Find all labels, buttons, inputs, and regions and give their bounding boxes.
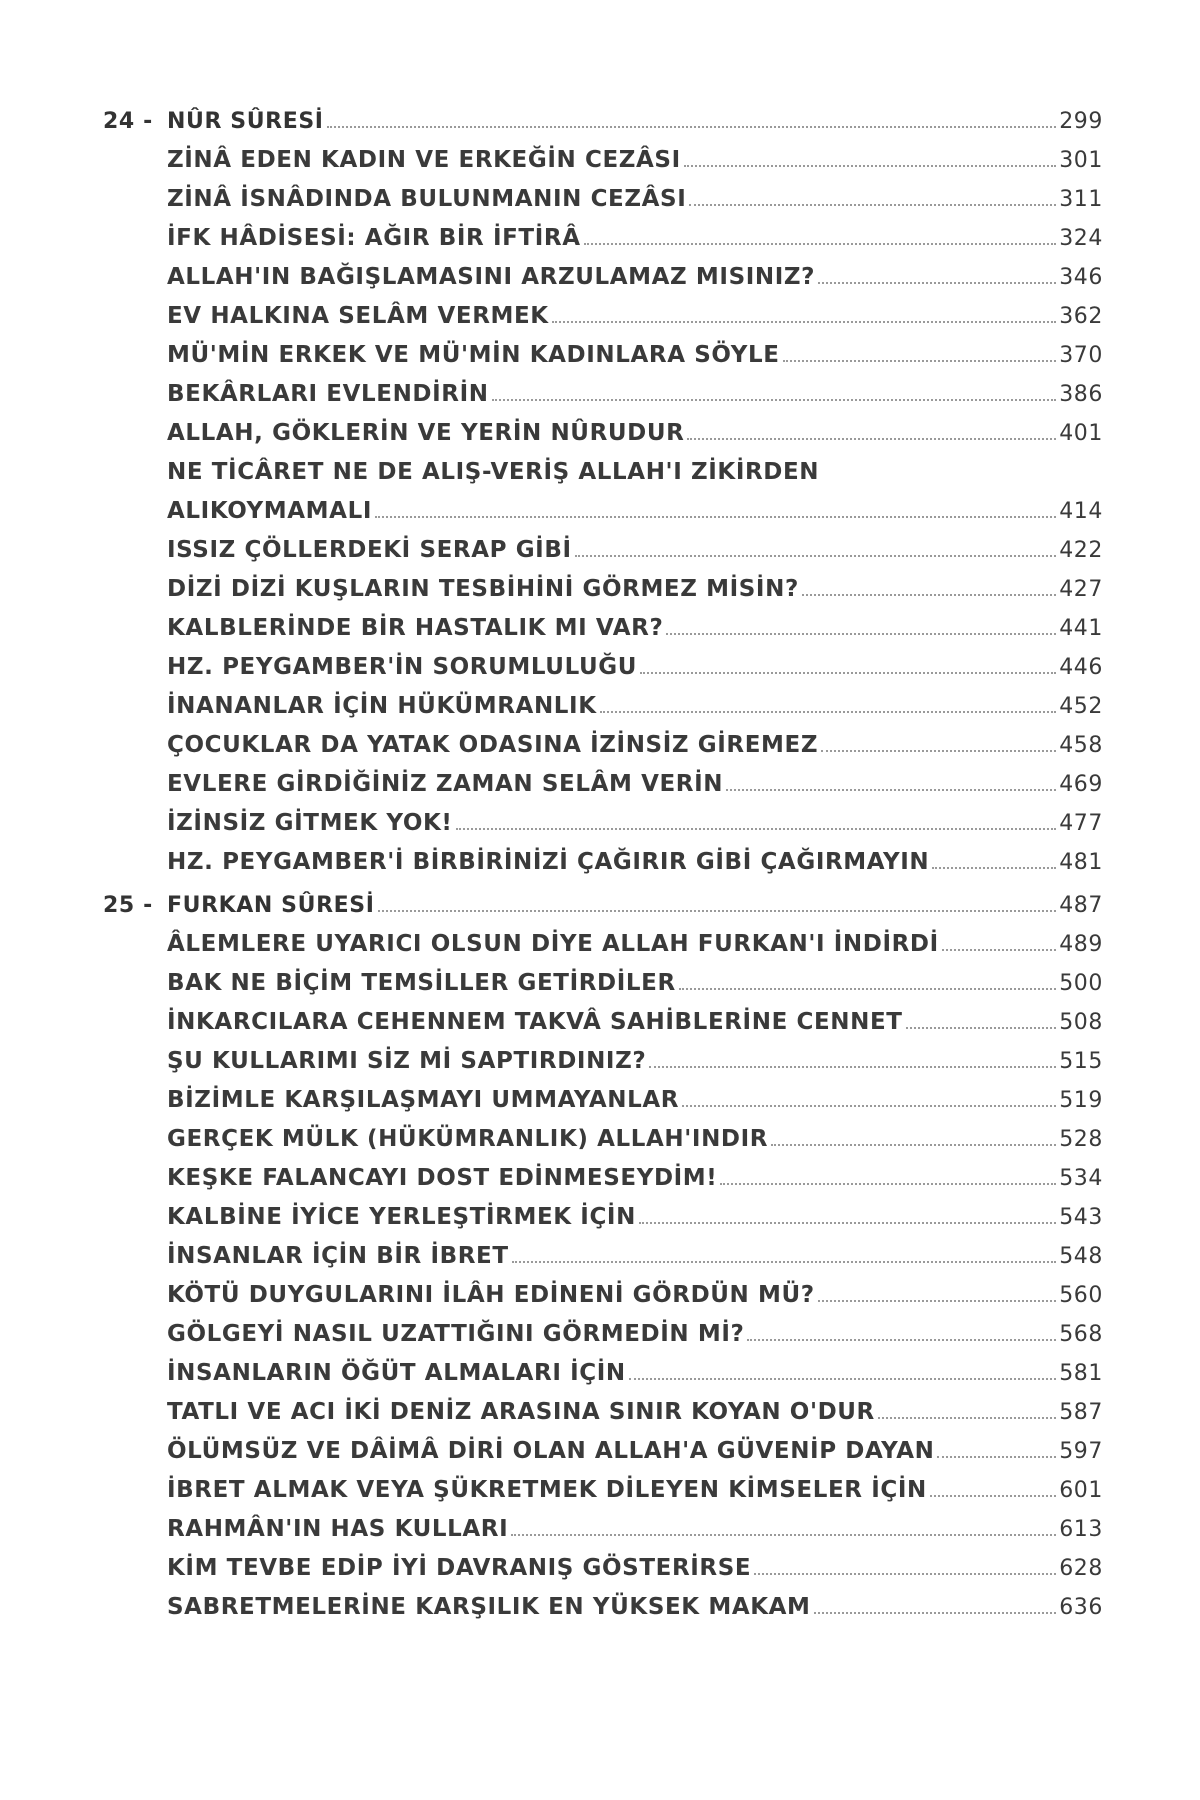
toc-entry[interactable] [103,133,1103,172]
entry-title: ALIKOYMAMALI [167,498,372,524]
toc-entry[interactable] [103,1385,1103,1424]
chapter-number: 24 - [103,109,153,134]
entry-title: MÜ'MİN ERKEK VE MÜ'MİN KADINLARA SÖYLE [167,342,780,368]
toc-entry[interactable] [103,1112,1103,1151]
entry-title: SABRETMELERİNE KARŞILIK EN YÜKSEK MAKAM [167,1594,811,1620]
entry-title: ÂLEMLERE UYARICI OLSUN DİYE ALLAH FURKAN'I İNDİRDİ [167,931,939,957]
dot-leader [771,1143,1056,1146]
entry-title: ŞU KULLARIMI SİZ Mİ SAPTIRDINIZ? [167,1048,647,1074]
page-number: 469 [1059,772,1103,797]
page-number: 487 [1059,893,1103,918]
page-number: 299 [1059,109,1103,134]
toc-entry[interactable] [103,1151,1103,1190]
toc-entry[interactable] [103,1424,1103,1463]
page-number: 636 [1059,1595,1103,1620]
toc-entry[interactable] [103,367,1103,406]
toc-entry[interactable] [103,445,1103,484]
entry-title: KALBLERİNDE BİR HASTALIK MI VAR? [167,615,664,641]
dot-leader [512,1260,1056,1263]
dot-leader [492,398,1056,401]
entry-title: ZİNÂ İSNÂDINDA BULUNMANIN CEZÂSI [167,186,687,212]
entry-title: EVLERE GİRDİĞİNİZ ZAMAN SELÂM VERİN [167,771,724,797]
dot-leader [639,1221,1056,1224]
dot-leader [378,909,1057,912]
toc-entry[interactable] [103,484,1103,523]
toc-entry[interactable] [103,956,1103,995]
page-number: 301 [1059,148,1103,173]
entry-title: HZ. PEYGAMBER'İN SORUMLULUĞU [167,654,638,680]
entry-title: KÖTÜ DUYGULARINI İLÂH EDİNENİ GÖRDÜN MÜ? [167,1282,815,1308]
dot-leader [937,1455,1056,1458]
page-number: 548 [1059,1244,1103,1269]
entry-title: KİM TEVBE EDİP İYİ DAVRANIŞ GÖSTERİRSE [167,1555,752,1581]
dot-leader [783,359,1056,362]
page-number: 628 [1059,1556,1103,1581]
page-number: 613 [1059,1517,1103,1542]
entry-title: BEKÂRLARI EVLENDİRİN [167,381,489,407]
toc-entry[interactable] [103,562,1103,601]
dot-leader [456,827,1056,830]
toc-entry[interactable] [103,601,1103,640]
toc-entry[interactable] [103,1190,1103,1229]
toc-entry[interactable] [103,1073,1103,1112]
toc-chapter-heading[interactable] [103,94,1103,133]
toc-entry[interactable] [103,995,1103,1034]
page-number: 560 [1059,1283,1103,1308]
dot-leader [689,203,1056,206]
entry-title: EV HALKINA SELÂM VERMEK [167,303,549,329]
dot-leader [552,320,1056,323]
entry-title: İBRET ALMAK VEYA ŞÜKRETMEK DİLEYEN KİMSELER İÇİN [167,1477,927,1503]
toc-entry[interactable] [103,757,1103,796]
dot-leader [754,1572,1056,1575]
page-number: 414 [1059,499,1103,524]
dot-leader [666,632,1056,635]
toc-entry[interactable] [103,1463,1103,1502]
dot-leader [818,281,1056,284]
table-of-contents [103,94,1103,1619]
dot-leader [821,749,1056,752]
toc-entry[interactable] [103,1268,1103,1307]
entry-title: İNSANLAR İÇİN BİR İBRET [167,1243,509,1269]
entry-title: GERÇEK MÜLK (HÜKÜMRANLIK) ALLAH'INDIR [167,1126,769,1152]
toc-chapter-heading[interactable] [103,878,1103,917]
dot-leader [584,242,1056,245]
toc-entry[interactable] [103,679,1103,718]
dot-leader [682,1104,1056,1107]
dot-leader [942,948,1056,951]
page-number: 534 [1059,1166,1103,1191]
entry-title: DİZİ DİZİ KUŞLARIN TESBİHİNİ GÖRMEZ MİSİN? [167,576,799,602]
toc-section [103,878,1103,1619]
dot-leader [747,1338,1056,1341]
dot-leader [814,1611,1056,1614]
dot-leader [679,987,1056,990]
entry-title: BAK NE BİÇİM TEMSİLLER GETİRDİLER [167,970,676,996]
entry-title: ÖLÜMSÜZ VE DÂİMÂ DİRİ OLAN ALLAH'A GÜVENİP DAYAN [167,1438,935,1464]
dot-leader [932,866,1056,869]
toc-section [103,94,1103,874]
chapter-number: 25 - [103,893,153,918]
entry-title: İZİNSİZ GİTMEK YOK! [167,810,453,836]
dot-leader [878,1416,1056,1419]
toc-entry[interactable] [103,640,1103,679]
toc-entry[interactable] [103,835,1103,874]
entry-title: BİZİMLE KARŞILAŞMAYI UMMAYANLAR [167,1087,680,1113]
dot-leader [511,1533,1056,1536]
entry-title: GÖLGEYİ NASIL UZATTIĞINI GÖRMEDİN Mİ? [167,1321,745,1347]
page-number: 370 [1059,343,1103,368]
entry-title: ALLAH, GÖKLERİN VE YERİN NÛRUDUR [167,420,685,446]
entry-title: ISSIZ ÇÖLLERDEKİ SERAP GİBİ [167,537,572,563]
dot-leader [649,1065,1056,1068]
dot-leader [600,710,1056,713]
page-number: 515 [1059,1049,1103,1074]
page-number: 346 [1059,265,1103,290]
page-number: 427 [1059,577,1103,602]
page-number: 500 [1059,971,1103,996]
page-number: 477 [1059,811,1103,836]
toc-entry[interactable] [103,1034,1103,1073]
chapter-title: FURKAN SÛRESİ [167,893,375,918]
page-number: 422 [1059,538,1103,563]
entry-title: İNKARCILARA CEHENNEM TAKVÂ SAHİBLERİNE CENNET [167,1009,903,1035]
page-number: 601 [1059,1478,1103,1503]
toc-entry[interactable] [103,328,1103,367]
chapter-title: NÛR SÛRESİ [167,109,324,134]
dot-leader [687,437,1056,440]
dot-leader [906,1026,1056,1029]
dot-leader [684,164,1056,167]
toc-entry[interactable] [103,172,1103,211]
entry-title: ÇOCUKLAR DA YATAK ODASINA İZİNSİZ GİREMEZ [167,732,819,758]
entry-title: ALLAH'IN BAĞIŞLAMASINI ARZULAMAZ MISINIZ? [167,264,816,290]
toc-entry[interactable] [103,1580,1103,1619]
page-number: 441 [1059,616,1103,641]
page-number: 508 [1059,1010,1103,1035]
dot-leader [930,1494,1056,1497]
dot-leader [327,125,1056,128]
toc-entry[interactable] [103,796,1103,835]
entry-title: HZ. PEYGAMBER'İ BİRBİRİNİZİ ÇAĞIRIR GİBİ ÇAĞIRMAYIN [167,849,930,875]
entry-title: KEŞKE FALANCAYI DOST EDİNMESEYDİM! [167,1165,718,1191]
toc-entry[interactable] [103,1502,1103,1541]
page-number: 446 [1059,655,1103,680]
entry-title: NE TİCÂRET NE DE ALIŞ-VERİŞ ALLAH'I ZİKİRDEN [167,459,820,485]
toc-entry[interactable] [103,406,1103,445]
entry-title: TATLI VE ACI İKİ DENİZ ARASINA SINIR KOYAN O'DUR [167,1399,875,1425]
entry-title: İNSANLARIN ÖĞÜT ALMALARI İÇİN [167,1360,626,1386]
dot-leader [640,671,1056,674]
dot-leader [802,593,1056,596]
page-number: 528 [1059,1127,1103,1152]
toc-entry[interactable] [103,289,1103,328]
page-number: 543 [1059,1205,1103,1230]
dot-leader [629,1377,1056,1380]
dot-leader [726,788,1056,791]
page-number: 324 [1059,226,1103,251]
page-number: 386 [1059,382,1103,407]
dot-leader [818,1299,1056,1302]
dot-leader [375,515,1056,518]
toc-entry[interactable] [103,523,1103,562]
page-number: 362 [1059,304,1103,329]
entry-title: RAHMÂN'IN HAS KULLARI [167,1516,509,1542]
page-number: 452 [1059,694,1103,719]
dot-leader [720,1182,1056,1185]
page-number: 401 [1059,421,1103,446]
page-number: 587 [1059,1400,1103,1425]
page-number: 519 [1059,1088,1103,1113]
page-number: 597 [1059,1439,1103,1464]
dot-leader [575,554,1056,557]
page-number: 568 [1059,1322,1103,1347]
entry-title: ZİNÂ EDEN KADIN VE ERKEĞİN CEZÂSI [167,147,681,173]
page-number: 481 [1059,850,1103,875]
toc-entry[interactable] [103,917,1103,956]
page-number: 458 [1059,733,1103,758]
toc-entry[interactable] [103,1229,1103,1268]
entry-title: KALBİNE İYİCE YERLEŞTİRMEK İÇİN [167,1204,636,1230]
entry-title: İNANANLAR İÇİN HÜKÜMRANLIK [167,693,597,719]
toc-entry[interactable] [103,718,1103,757]
toc-entry[interactable] [103,211,1103,250]
toc-entry[interactable] [103,1346,1103,1385]
toc-entry[interactable] [103,1541,1103,1580]
page-number: 581 [1059,1361,1103,1386]
toc-entry[interactable] [103,1307,1103,1346]
toc-entry[interactable] [103,250,1103,289]
page-number: 489 [1059,932,1103,957]
page-number: 311 [1059,187,1103,212]
entry-title: İFK HÂDİSESİ: AĞIR BİR İFTİRÂ [167,225,581,251]
